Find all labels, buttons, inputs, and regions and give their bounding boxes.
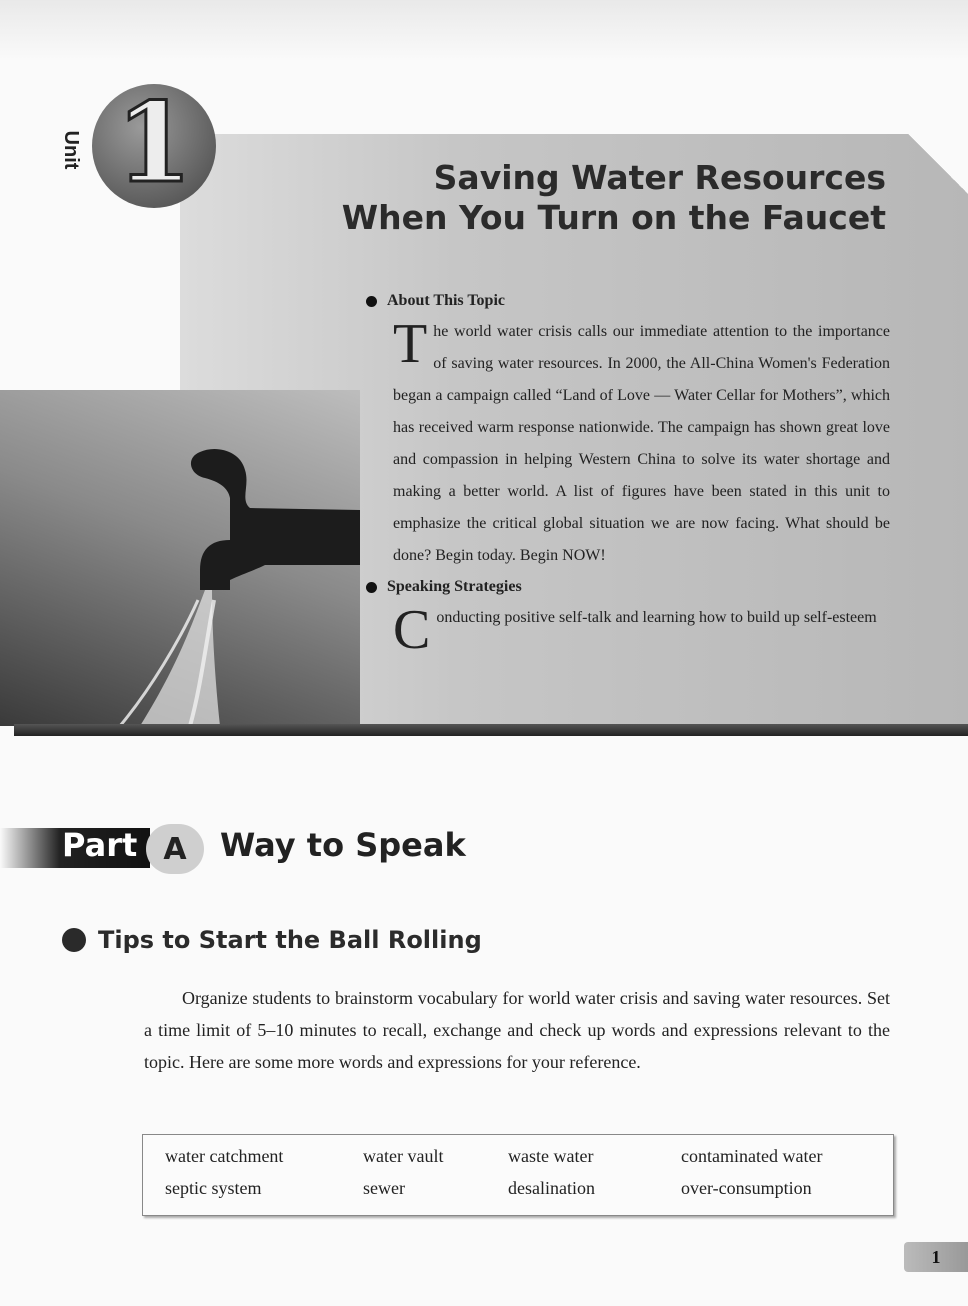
vocab-item: water vault [363,1146,444,1166]
unit-number: 1 [115,78,193,207]
vocab-item: contaminated water [681,1146,823,1166]
about-dropcap: T [393,313,428,375]
part-letter: A [146,824,204,874]
topic-panel [366,286,890,661]
unit-title-line2: When You Turn on the Faucet [341,198,886,237]
tips-paragraph: Organize students to brainstorm vocabulary for world water crisis and saving water resources. Set a time limit of 5–10 minutes to recall, exchange and check up words and expressions relevant to the topic. Here are some more words and expressions for your reference. [144,988,890,1072]
faucet-icon [0,390,360,726]
about-text: he world water crisis calls our immediate attention to the importance of saving water resources. In 2000, the All-China Women's Federation began a campaign called “Land of Love — Water Cellar for Mothers”, which has received warm response nationwide. The campaign has shown great love and compassion in helping Western China to solve its water shortage and making a better world. A list of figures have been stated in this unit to emphasize the critical global situation we are now facing. What should be done? Begin today. Begin NOW! [393,323,890,564]
page-number: 1 [904,1242,968,1272]
unit-badge [92,78,216,208]
strategies-dropcap: C [393,599,431,661]
header-bottom-rule [14,724,968,736]
bullet-dot-icon [62,928,86,952]
vocabulary-grid [165,1143,901,1201]
vocab-item: over-consumption [681,1178,812,1198]
vocab-item: desalination [508,1178,595,1198]
strategies-paragraph [393,599,890,661]
part-title: Way to Speak [220,826,466,864]
unit-title [342,158,886,238]
unit-title-line1: Saving Water Resources [433,158,886,197]
strategies-heading [366,572,890,602]
faucet-photo [0,390,360,726]
vocab-item: waste water [508,1146,594,1166]
part-word: Part [62,826,138,864]
vocab-item: water catchment [165,1146,284,1166]
bullet-dot-icon [366,582,377,593]
page-top-shade [0,0,968,60]
tips-heading [62,926,482,954]
header-band-corner [908,134,968,194]
unit-label: Unit [60,130,83,170]
vocab-item: septic system [165,1178,262,1198]
about-heading-text: About This Topic [387,292,505,309]
bullet-dot-icon [366,296,377,307]
vocab-item: sewer [363,1178,405,1198]
strategies-text: onducting positive self-talk and learning how to build up self-esteem [436,609,877,626]
strategies-heading-text: Speaking Strategies [387,578,522,595]
about-heading [366,286,890,316]
vocabulary-box [142,1134,894,1216]
tips-heading-text: Tips to Start the Ball Rolling [98,926,482,954]
about-paragraph [393,313,890,572]
